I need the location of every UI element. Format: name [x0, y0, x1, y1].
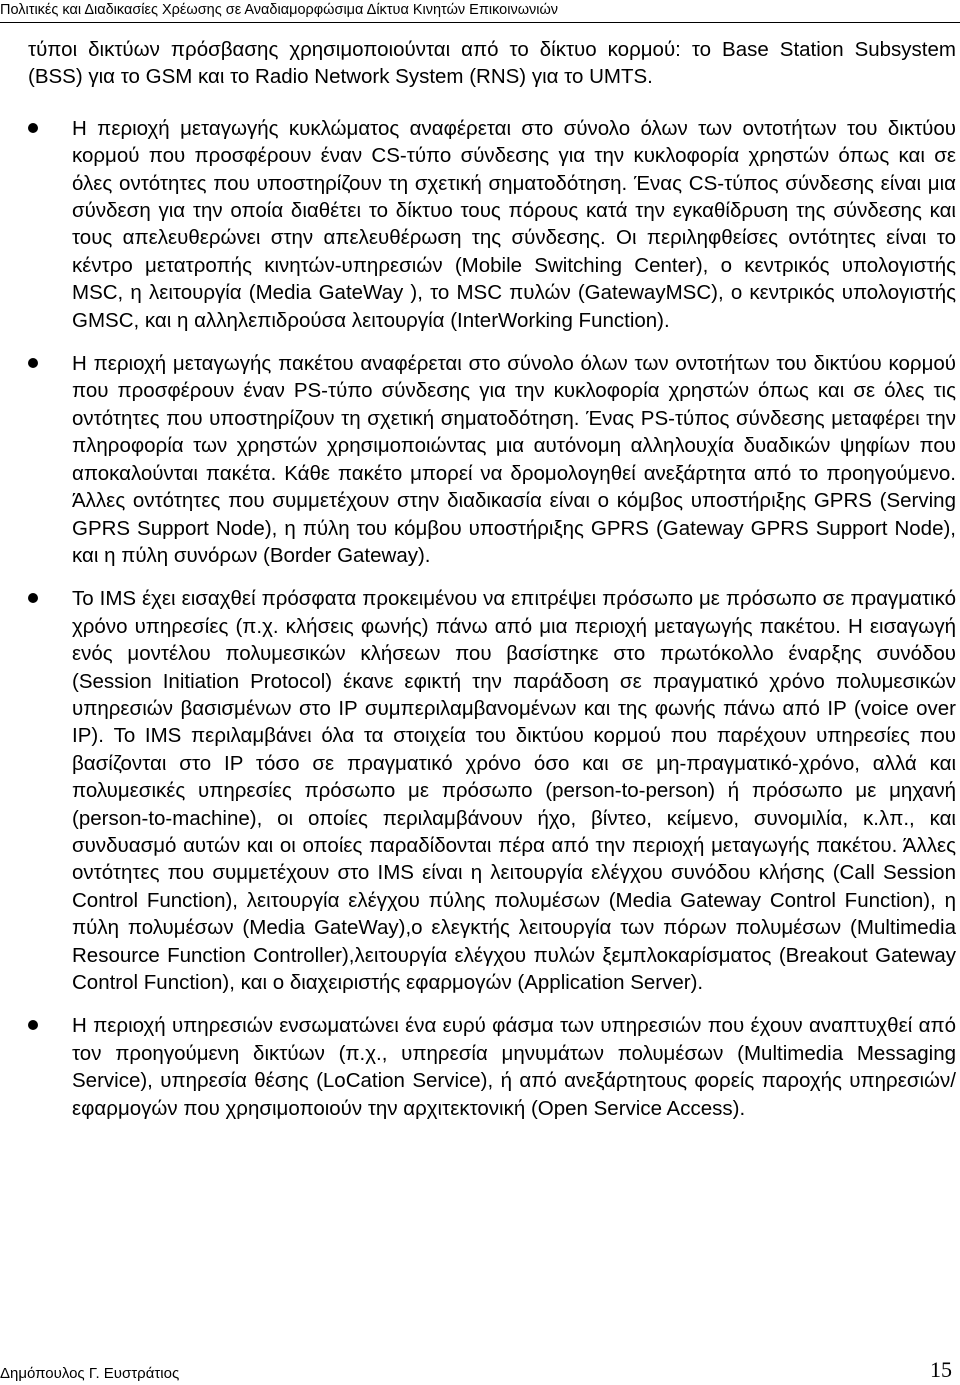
bullet-item-circuit-switching — [28, 115, 956, 334]
page-number: 15 — [930, 1357, 952, 1382]
lead-paragraph: τύποι δικτύων πρόσβασης χρησιμοποιούνται από το δίκτυο κορμού: το Base Station Subsystem (BSS) για το GSM και το Radio Network System (RNS) για το UMTS. — [28, 38, 956, 89]
bullet-icon — [28, 123, 38, 133]
bullet-item-services — [28, 1012, 956, 1122]
page-body — [28, 36, 956, 1122]
bullet-list — [28, 115, 956, 1122]
bullet-item-ims — [28, 585, 956, 996]
bullet-icon — [28, 1020, 38, 1030]
bullet-item-packet-switching — [28, 350, 956, 569]
running-header-title: Πολιτικές και Διαδικασίες Χρέωσης σε Αναδιαμορφώσιμα Δίκτυα Κινητών Επικοινωνιών — [0, 2, 559, 18]
footer-author: Δημόπουλος Γ. Ευστράτιος — [0, 1365, 180, 1382]
bullet-text: Η περιοχή μεταγωγής πακέτου αναφέρεται στο σύνολο όλων των οντοτήτων του δικτύου κορμού που προσφέρουν έναν PS-τύπο σύνδεσης για την κυκλοφορία χρηστών όπως και σε όλες τις οντότητες που υποστηρίζουν τη σχετική σηματοδότηση. Ένας PS-τύπος σύνδεσης μεταφέρει την πληροφορία των χρηστών χρησιμοποιώντας μια αυτόνομη αλληλουχία δυαδικών ψηφίων που αποκαλούνται πακέτα. Κάθε πακέτο μπορεί να δρομολογηθεί ανεξάρτητα από το προηγούμενο. Άλλες οντότητες που συμμετέχουν στην διαδικασία είναι ο κόμβος υποστήριξης GPRS (Serving GPRS Support Node), η πύλη του κόμβου υποστήριξης GPRS (Gateway GPRS Support Node), και η πύλη συνόρων (Border Gateway). — [72, 352, 956, 567]
bullet-icon — [28, 593, 38, 603]
bullet-text: Το IMS έχει εισαχθεί πρόσφατα προκειμένου να επιτρέψει πρόσωπο με πρόσωπο σε πραγματικό χρόνο υπηρεσίες (π.χ. κλήσεις φωνής) πάνω από μια περιοχή μεταγωγής πακέτου. Η εισαγωγή ενός μοντέλου πολυμεσικών κλήσεων που βασίστηκε στο πρωτόκολλο έναρξης συνόδου (Session Initiation Protocol) έκανε εφικτή την παράδοση σε πραγματικό χρόνο πολυμεσικών υπηρεσιών βασισμένων στο IP συμπεριλαμβανομένων και της φωνής πάνω από IP (voice over IP). Το IMS περιλαμβάνει όλα τα στοιχεία του δικτύου κορμού που παρέχουν υπηρεσίες που βασίζονται στο IP τόσο σε πραγματικό χρόνο όσο και σε μη-πραγματικό-χρόνο, αλλά και πολυμεσικές υπηρεσίες πρόσωπο με πρόσωπο (person-to-person) ή πρόσωπο με μηχανή (person-to-machine), οι οποίες περιλαμβάνουν ήχο, βίντεο, κείμενο, συνομιλία, κ.λπ., και συνδυασμό αυτών και οι οποίες παραδίδονται πέρα από την περιοχή μεταγωγής πακέτου. Άλλες οντότητες που συμμετέχουν στο IMS είναι η λειτουργία ελέγχου συνόδου κλήσης (Call Session Control Function), λειτουργία ελέγχου πύλης πολυμέσων (Media Gateway Control Function), η πύλη πολυμέσων (Media GateWay),ο ελεγκτής λειτουργία των πόρων πολυμέσων (Multimedia Resource Function Controller),λειτουργία ελέγχου πυλών ξεμπλοκαρίσματος (Breakout Gateway Control Function), και ο διαχειριστής εφαρμογών (Application Server). — [72, 587, 956, 994]
bullet-icon — [28, 358, 38, 368]
bullet-text: Η περιοχή μεταγωγής κυκλώματος αναφέρεται στο σύνολο όλων των οντοτήτων του δικτύου κορμού που προσφέρουν έναν CS-τύπο σύνδεσης για την κυκλοφορία χρηστών όπως και σε όλες οντότητες που υποστηρίζουν τη σχετική σηματοδότηση. Ένας CS-τύπος σύνδεσης είναι μια σύνδεση για την οποία διαθέτει το δίκτυο τους πόρους κατά την εγκαθίδρυση της σύνδεσης και τους απελευθερώνει στην απελευθέρωση της σύνδεσης. Οι περιληφθείσες οντότητες είναι το κέντρο μετατροπής κινητών-υπηρεσιών (Mobile Switching Center), ο κεντρικός υπολογιστής MSC, η λειτουργία (Media GateWay ), το MSC πυλών (GatewayMSC), ο κεντρικός υπολογιστής GMSC, και η αλληλεπιδρούσα λειτουργία (InterWorking Function). — [72, 116, 956, 332]
bullet-text: Η περιοχή υπηρεσιών ενσωματώνει ένα ευρύ φάσμα των υπηρεσιών που έχουν αναπτυχθεί από τον προηγούμενη δικτύων (π.χ., υπηρεσία μηνυμάτων πολυμέσων (Multimedia Messaging Service), υπηρεσία θέσης (LoCation Service), ή από ανεξάρτητους φορείς παροχής υπηρεσιών/ εφαρμογών που χρησιμοποιούν την αρχιτεκτονική (Open Service Access). — [72, 1014, 956, 1120]
running-header — [0, 0, 960, 23]
